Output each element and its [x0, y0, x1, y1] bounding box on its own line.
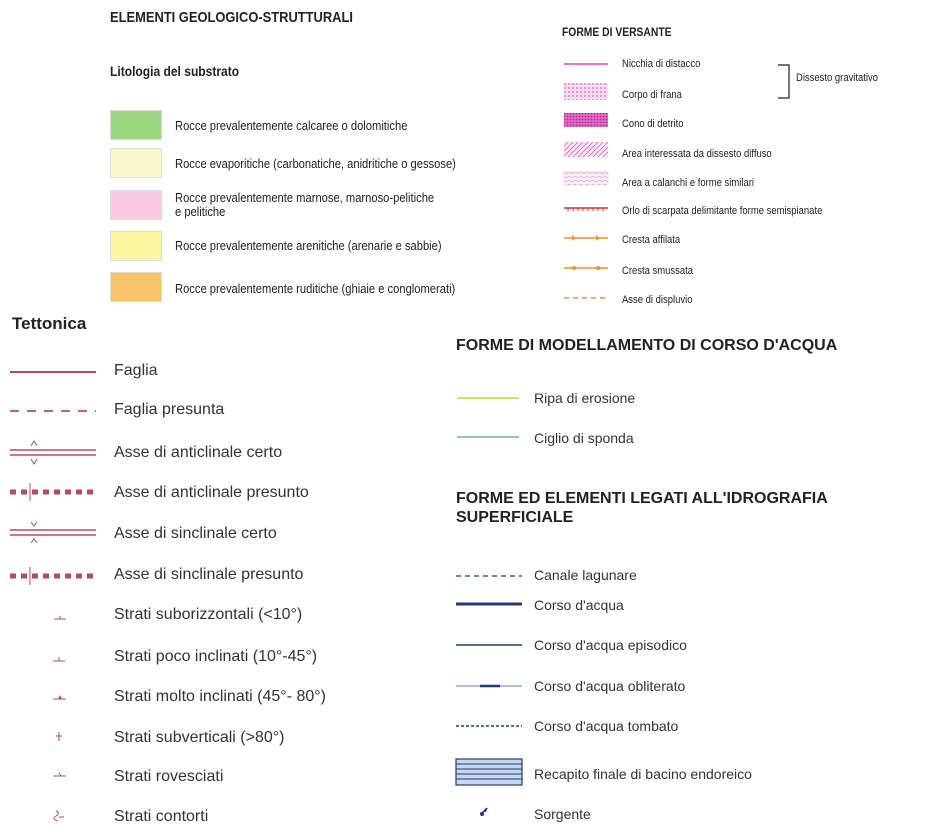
tettonica-item-strati-molto-inclinati: Strati molto inclinati (45°- 80°) — [114, 688, 326, 705]
lito-label-marnose: Rocce prevalentemente marnose, marnoso-pelitiche e pelitiche — [175, 190, 435, 219]
geo-section-title: ELEMENTI GEOLOGICO-STRUTTURALI — [110, 9, 353, 26]
tettonica-item-strati-poco-inclinati: Strati poco inclinati (10°-45°) — [114, 648, 318, 665]
versante-item-dissesto-diffuso: Area interessata da dissesto diffuso — [622, 148, 772, 160]
strati-suborizzontali-symbol — [54, 616, 66, 619]
versante-symbols — [560, 55, 630, 315]
cono-detrito-symbol — [564, 113, 608, 127]
cresta-smussata-symbol — [564, 266, 608, 270]
lito-swatch-ruditiche — [110, 272, 162, 302]
orlo-scarpata-symbol — [564, 208, 608, 211]
strati-rovesciati-symbol — [53, 773, 66, 776]
tettonica-item-anticlinale-presunto: Asse di anticlinale presunto — [114, 484, 309, 501]
strati-subverticali-symbol — [56, 732, 62, 741]
tettonica-item-sinclinale-presunto: Asse di sinclinale presunto — [114, 566, 304, 583]
litologia-title: Litologia del substrato — [110, 63, 240, 79]
anticlinale-presunto-symbol — [10, 483, 96, 501]
strati-molto-inclinati-symbol — [53, 695, 66, 699]
dissesto-gravitativo-label: Dissesto gravitativo — [796, 72, 879, 84]
idro-item-corso-obliterato: Corso d'acqua obliterato — [534, 678, 686, 694]
versante-item-calanchi: Area a calanchi e forme similari — [622, 177, 754, 189]
versante-item-orlo-scarpata: Orlo di scarpata delimitante forme semispianate — [622, 205, 823, 217]
corpo-frana-symbol — [564, 83, 608, 100]
versante-item-corpo-frana: Corpo di frana — [622, 89, 682, 101]
sorgente-symbol — [480, 808, 487, 816]
versante-item-cono-detrito: Cono di detrito — [622, 118, 684, 130]
idro-item-recapito-endoreico: Recapito finale di bacino endoreico — [534, 766, 752, 782]
dissesto-diffuso-symbol — [564, 142, 608, 157]
versante-title: FORME DI VERSANTE — [562, 25, 672, 39]
idro-title: FORME ED ELEMENTI LEGATI ALL'IDROGRAFIA SUPERFICIALE — [456, 490, 828, 526]
idro-item-sorgente: Sorgente — [534, 806, 591, 822]
versante-item-cresta-affilata: Cresta affilata — [622, 234, 681, 246]
idro-symbols — [452, 560, 532, 820]
tettonica-item-faglia-presunta: Faglia presunta — [114, 401, 225, 418]
lito-swatch-marnose — [110, 190, 162, 220]
corso-symbols — [455, 388, 525, 448]
corso-title: FORME DI MODELLAMENTO DI CORSO D'ACQUA — [456, 337, 838, 354]
lito-label-arenitiche: Rocce prevalentemente arenitiche (arenarie e sabbie) — [175, 238, 442, 253]
tettonica-item-sinclinale-certo: Asse di sinclinale certo — [114, 525, 277, 542]
corso-item-ripa-erosione: Ripa di erosione — [534, 390, 636, 406]
corso-item-ciglio-sponda: Ciglio di sponda — [534, 430, 634, 446]
idro-item-canale-lagunare: Canale lagunare — [534, 567, 637, 583]
versante-item-nicchia: Nicchia di distacco — [622, 58, 701, 70]
tettonica-item-strati-suborizzontali: Strati suborizzontali (<10°) — [114, 606, 303, 623]
strati-contorti-symbol — [54, 811, 64, 821]
tettonica-item-strati-contorti: Strati contorti — [114, 808, 209, 825]
lito-swatch-calcaree — [110, 110, 162, 140]
lito-swatch-arenitiche — [110, 231, 162, 261]
anticlinale-certo-symbol — [10, 441, 96, 464]
sinclinale-presunto-symbol — [10, 567, 96, 585]
tettonica-title: Tettonica — [12, 314, 87, 333]
tettonica-item-anticlinale-certo: Asse di anticlinale certo — [114, 444, 283, 461]
versante-item-asse-displuvio: Asse di displuvio — [622, 294, 693, 306]
tettonica-item-faglia: Faglia — [114, 362, 158, 379]
tettonica-item-strati-rovesciati: Strati rovesciati — [114, 768, 224, 785]
dissesto-bracket — [777, 64, 797, 100]
lito-swatch-evaporitiche — [110, 148, 162, 178]
tettonica-symbols — [6, 352, 106, 822]
idro-item-corso-tombato: Corso d'acqua tombato — [534, 718, 679, 734]
lito-label-evaporitiche: Rocce evaporitiche (carbonatiche, anidritiche o gessose) — [175, 156, 456, 171]
idro-item-corso-episodico: Corso d'acqua episodico — [534, 637, 687, 653]
cresta-affilata-symbol — [564, 235, 608, 241]
strati-poco-inclinati-symbol — [53, 657, 65, 661]
lito-label-ruditiche: Rocce prevalentemente ruditiche (ghiaie e conglomerati) — [175, 281, 456, 296]
versante-item-cresta-smussata: Cresta smussata — [622, 265, 693, 277]
calanchi-symbol — [564, 172, 608, 185]
recapito-endoreico-symbol — [456, 759, 522, 785]
tettonica-item-strati-subverticali: Strati subverticali (>80°) — [114, 729, 285, 746]
lito-label-calcaree: Rocce prevalentemente calcaree o dolomitiche — [175, 118, 408, 133]
idro-item-corso-acqua: Corso d'acqua — [534, 597, 624, 613]
sinclinale-certo-symbol — [10, 522, 96, 543]
